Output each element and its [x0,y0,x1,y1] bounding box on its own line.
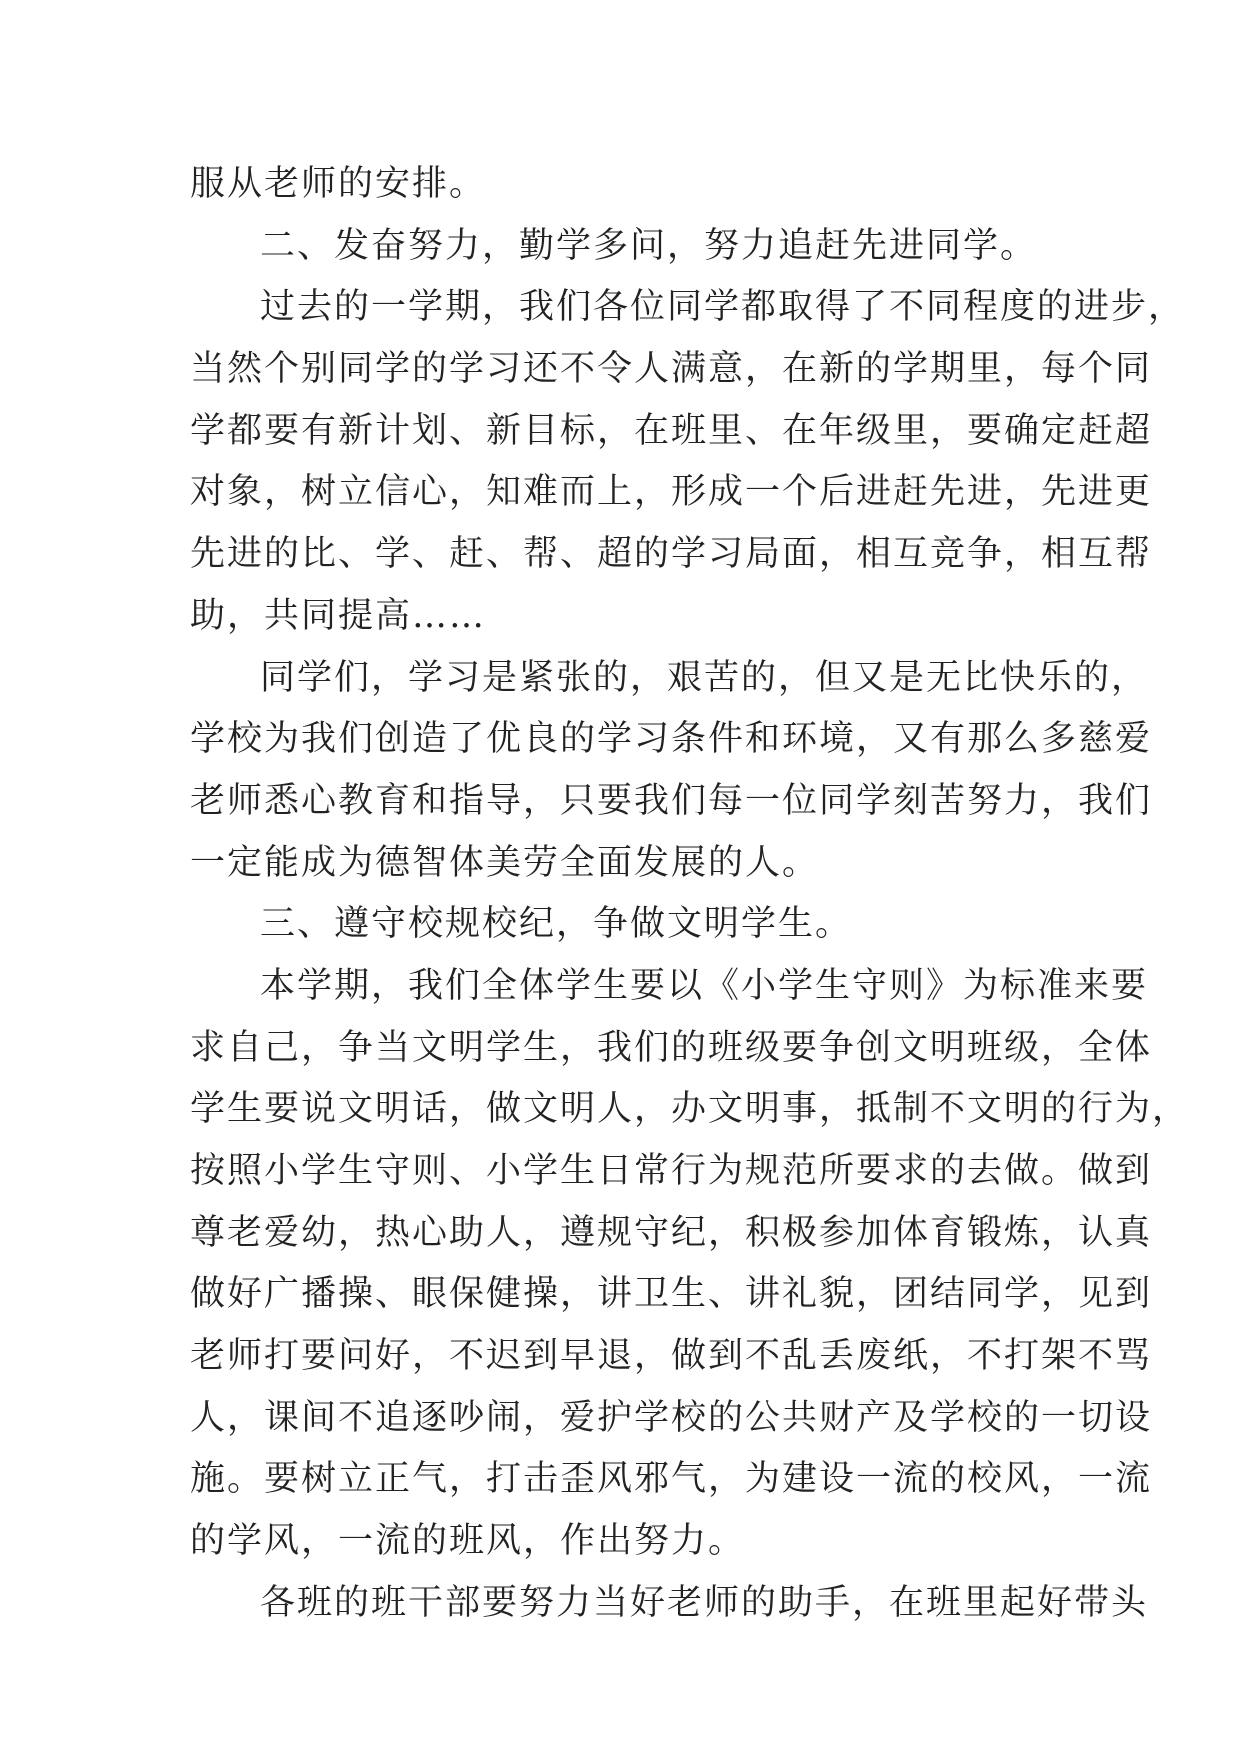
text-line: 施。要树立正气，打击歪风邪气，为建设一流的校风，一流 [190,1459,1153,1500]
text-line: 人，课间不追逐吵闹，爱护学校的公共财产及学校的一切设 [190,1397,1153,1438]
paragraph-first-line: 同学们，学习是紧张的，艰苦的，但又是无比快乐的， [260,657,1149,698]
text-line: 按照小学生守则、小学生日常行为规范所要求的去做。做到 [190,1151,1153,1191]
text-line: 尊老爱幼，热心助人，遵规守纪，积极参加体育锻炼，认真 [190,1212,1153,1253]
text-line: 学生要说文明话，做文明人，办文明事，抵制不文明的行为， [190,1089,1190,1130]
text-line: 求自己，争当文明学生，我们的班级要争创文明班级，全体 [190,1027,1153,1068]
text-line: 老师打要问好，不迟到早退，做到不乱丢废纸，不打架不骂 [190,1336,1153,1377]
section-heading: 二、发奋努力，勤学多问，努力追赶先进同学。 [260,225,1038,266]
text-line: 先进的比、学、赶、帮、超的学习局面，相互竞争，相互帮 [190,534,1153,575]
text-line: 学校为我们创造了优良的学习条件和环境，又有那么多慈爱 [190,719,1153,760]
text-line: 当然个别同学的学习还不令人满意，在新的学期里，每个同 [190,349,1153,390]
text-line: 的学风，一流的班风，作出努力。 [190,1521,746,1562]
text-line: 学都要有新计划、新目标，在班里、在年级里，要确定赶超 [190,410,1153,451]
paragraph-first-line: 各班的班干部要努力当好老师的助手，在班里起好带头 [260,1582,1149,1623]
text-line: 助，共同提高…… [190,595,487,636]
text-line: 对象，树立信心，知难而上，形成一个后进赶先进，先进更 [190,472,1153,513]
text-line: 老师悉心教育和指导，只要我们每一位同学刻苦努力，我们 [190,780,1153,821]
text-line: 一定能成为德智体美劳全面发展的人。 [190,842,820,883]
paragraph-first-line: 本学期，我们全体学生要以《小学生守则》为标准来要 [260,965,1149,1006]
section-heading: 三、遵守校规校纪，争做文明学生。 [260,904,853,945]
text-line: 服从老师的安排。 [190,164,487,204]
paragraph-first-line: 过去的一学期，我们各位同学都取得了不同程度的进步， [260,287,1186,328]
text-line: 做好广播操、眼保健操，讲卫生、讲礼貌，团结同学，见到 [190,1274,1153,1315]
body-text [190,154,1190,1635]
